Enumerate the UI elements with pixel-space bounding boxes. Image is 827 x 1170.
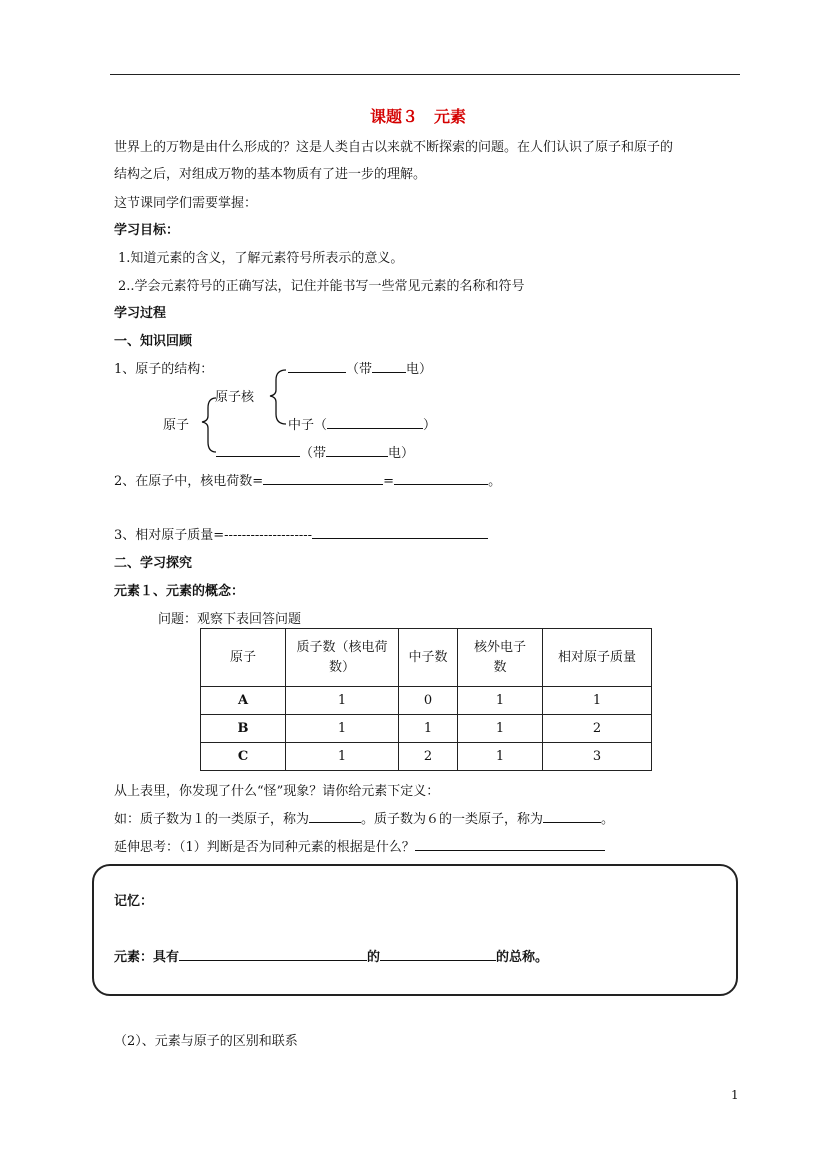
- objectives-heading: 学习目标：: [114, 223, 180, 238]
- question-3-text: 3、相对原子质量=--------------------: [114, 528, 313, 543]
- proton-charge-close: 电）: [406, 362, 433, 377]
- question-2-end: 。: [488, 474, 502, 489]
- cell-electrons: 1: [458, 743, 543, 771]
- neutron-open: 中子（: [288, 418, 328, 433]
- explore-heading: 二、学习探究: [114, 556, 193, 571]
- header-relative-mass: 相对原子质量: [543, 629, 652, 687]
- definition-example-end: 。: [601, 812, 615, 827]
- process-heading: 学习过程: [114, 306, 167, 321]
- neutron-line: [288, 414, 436, 433]
- atom-table: [200, 628, 652, 771]
- cell-neutrons: 0: [399, 687, 458, 715]
- intro-line-3: 这节课同学们需要掌握：: [114, 196, 258, 211]
- cell-mass: 2: [543, 715, 652, 743]
- header-electron-line2: 数: [493, 659, 507, 675]
- electron-charge-open: （带: [300, 446, 327, 461]
- after-table-line-3: [114, 836, 605, 855]
- neutron-close: ）: [423, 418, 437, 433]
- question-1-label: 1、原子的结构：: [114, 362, 214, 377]
- element-definition: [114, 946, 548, 965]
- cell-neutrons: 1: [399, 715, 458, 743]
- header-neutron-count: 中子数: [399, 629, 458, 687]
- cell-electrons: 1: [458, 687, 543, 715]
- nucleus-label: 原子核: [215, 390, 255, 405]
- cell-electrons: 1: [458, 715, 543, 743]
- cell-atom: B: [201, 715, 286, 743]
- header-rule: [110, 74, 740, 75]
- definition-blank-2[interactable]: [380, 948, 496, 961]
- cell-protons: 1: [286, 743, 399, 771]
- q3-blank[interactable]: [312, 526, 488, 539]
- atom-label: 原子: [163, 418, 190, 433]
- header-proton-line2: 数）: [328, 659, 355, 675]
- table-row: [201, 687, 652, 715]
- concept-heading: 元素１、元素的概念：: [114, 584, 245, 599]
- q2-blank-2[interactable]: [394, 472, 488, 485]
- header-proton-line1: 质子数（核电荷: [296, 639, 388, 655]
- header-proton-count: [286, 629, 399, 687]
- definition-example-a: 如：质子数为１的一类原子，称为: [114, 812, 310, 827]
- memo-label: 记忆：: [114, 894, 154, 909]
- nucleus-proton-line: [288, 358, 432, 377]
- electron-charge-close: 电）: [388, 446, 415, 461]
- extension-question: 延伸思考：（1）判断是否为同种元素的根据是什么？: [114, 840, 415, 855]
- header-electron-count: [458, 629, 543, 687]
- element-name-blank-1[interactable]: [309, 810, 361, 823]
- section-2-heading: （2）、元素与原子的区别和联系: [114, 1034, 298, 1049]
- cell-protons: 1: [286, 687, 399, 715]
- question-2-equals: =: [383, 474, 395, 489]
- q2-blank-1[interactable]: [263, 472, 383, 485]
- cell-protons: 1: [286, 715, 399, 743]
- table-question: 问题：观察下表回答问题: [158, 612, 302, 627]
- intro-line-2: 结构之后，对组成万物的基本物质有了进一步的理解。: [114, 167, 427, 182]
- page-title: 课题３ 元素: [370, 107, 467, 126]
- extension-blank[interactable]: [415, 838, 605, 851]
- objective-1: 1.知道元素的含义，了解元素符号所表示的意义。: [118, 251, 404, 266]
- proton-charge-blank[interactable]: [372, 360, 406, 373]
- electron-charge-blank[interactable]: [326, 444, 388, 457]
- cell-mass: 1: [543, 687, 652, 715]
- table-row: [201, 715, 652, 743]
- table-row: [201, 743, 652, 771]
- element-name-blank-2[interactable]: [543, 810, 601, 823]
- review-heading: 一、知识回顾: [114, 334, 193, 349]
- question-2: [114, 470, 501, 489]
- header-electron-line1: 核外电子: [473, 639, 526, 655]
- proton-charge-open: （带: [346, 362, 373, 377]
- cell-atom: C: [201, 743, 286, 771]
- after-table-line-2: [114, 808, 614, 827]
- proton-blank[interactable]: [288, 360, 346, 373]
- neutron-blank[interactable]: [327, 416, 423, 429]
- electron-line: [216, 442, 414, 461]
- definition-part-c: 的总称。: [496, 950, 549, 965]
- memo-box: [92, 864, 738, 996]
- question-3: [114, 524, 488, 543]
- after-table-line-1: 从上表里，你发现了什么“怪”现象？请你给元素下定义：: [114, 784, 440, 799]
- header-atom: 原子: [201, 629, 286, 687]
- question-2-text: 2、在原子中，核电荷数=: [114, 474, 264, 489]
- definition-example-b: 。质子数为６的一类原子，称为: [361, 812, 544, 827]
- table-header-row: [201, 629, 652, 687]
- cell-mass: 3: [543, 743, 652, 771]
- cell-neutrons: 2: [399, 743, 458, 771]
- definition-part-b: 的: [367, 950, 381, 965]
- electron-blank[interactable]: [216, 444, 300, 457]
- objective-2: 2..学会元素符号的正确写法，记住并能书写一些常见元素的名称和符号: [118, 279, 525, 294]
- cell-atom: A: [201, 687, 286, 715]
- definition-blank-1[interactable]: [179, 948, 367, 961]
- intro-line-1: 世界上的万物是由什么形成的？这是人类自古以来就不断探索的问题。在人们认识了原子和原子的: [114, 140, 674, 155]
- page-number: 1: [731, 1088, 739, 1102]
- definition-part-a: 元素：具有: [114, 950, 180, 965]
